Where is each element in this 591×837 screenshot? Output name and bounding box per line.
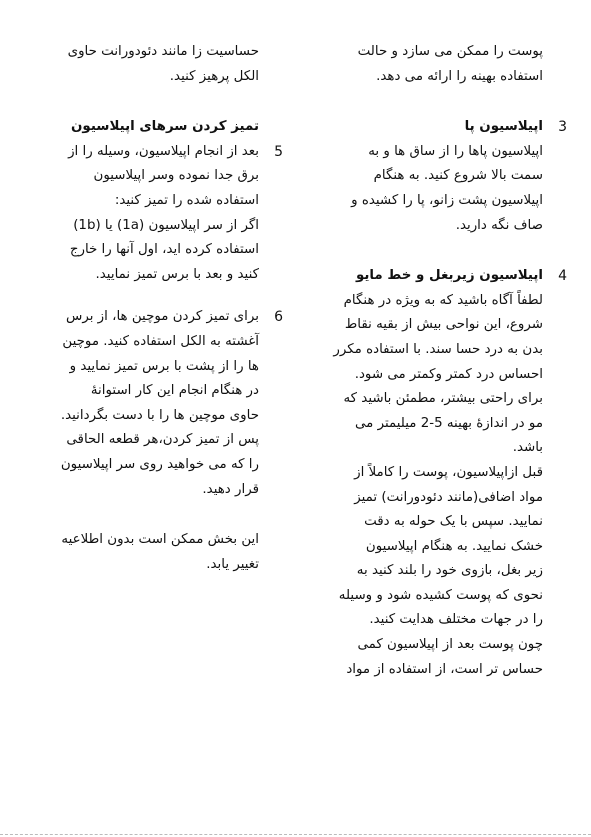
section-6 [44, 305, 283, 502]
section-heading: اپیلاسیون زیربغل و خط مایو [355, 268, 543, 284]
notice-text: این بخش ممکن است بدون اطلاعیه تغییر یابد. [61, 532, 259, 572]
intro-text: حساسیت زا مانند دئودورانت حاوی الکل پرهیز کنید. [67, 44, 259, 84]
section-3 [328, 115, 567, 238]
section-text: اپیلاسیون پاها را از ساق ها و به سمت بالا شروع کنید. به هنگام اپیلاسیون پشت زانو، پا را کشیده و صاف نگه دارید. [351, 143, 543, 233]
section-text: بعد از انجام اپیلاسیون، وسیله را از برق جدا نموده وسر اپیلاسیون استفاده شده را تمیز کنید: اگر از سر اپیلاسیون (1a) یا (1b) استفاده کرده اید، اول آنها را خارج کنید و بعد با برس تمیز نمایید. [68, 143, 259, 282]
section-number: 4 [558, 268, 567, 285]
section-4 [328, 264, 567, 682]
section-number: 6 [274, 309, 283, 326]
section-text: برای تمیز کردن موچین ها، از برس آغشته به الکل استفاده کنید. موچین ها را از پشت با برس تمیز نمایید و در هنگام انجام این کار استوانهٔ حاوی موچین ها را با دست بگردانید. پس از تمیز کردن،هر قطعه الحاقی را که می خواهید روی سر اپیلاسیون قرار دهید. [60, 309, 259, 497]
section-heading: اپیلاسیون پا [464, 119, 543, 135]
right-column [328, 40, 567, 682]
left-column [44, 40, 283, 577]
section-text: لطفاً آگاه باشید که به ویژه در هنگام شروع، این نواحی بیش از بقیه نقاط بدن به درد حسا سند. با استفاده مکرر احساس درد کمتر وکمتر می شود. برای راحتی بیشتر، مطمئن باشید که مو در اندازهٔ بهینه 5-2 میلیمتر می باشد. قبل ازاپیلاسیون، پوست را کاملاً از مواد اضافی(مانند دئودورانت) تمیز نمایید. سپس با یک حوله به دقت خشک نمایید. به هنگام اپیلاسیون زیر بغل، بازوی خود را بلند کنید به نحوی که پوست کشیده شود و وسیله را در جهات مختلف هدایت کنید. چون پوست بعد از اپیلاسیون کمی حساس تر است، از استفاده از مواد [333, 292, 543, 677]
intro-text: پوست را ممکن می سازد و حالت استفاده بهینه را ارائه می دهد. [357, 44, 543, 84]
section-5 [44, 140, 283, 288]
section-number: 3 [558, 119, 567, 136]
cleaning-heading: تمیز کردن سرهای اپیلاسیون [71, 119, 259, 135]
section-number: 5 [274, 143, 283, 160]
